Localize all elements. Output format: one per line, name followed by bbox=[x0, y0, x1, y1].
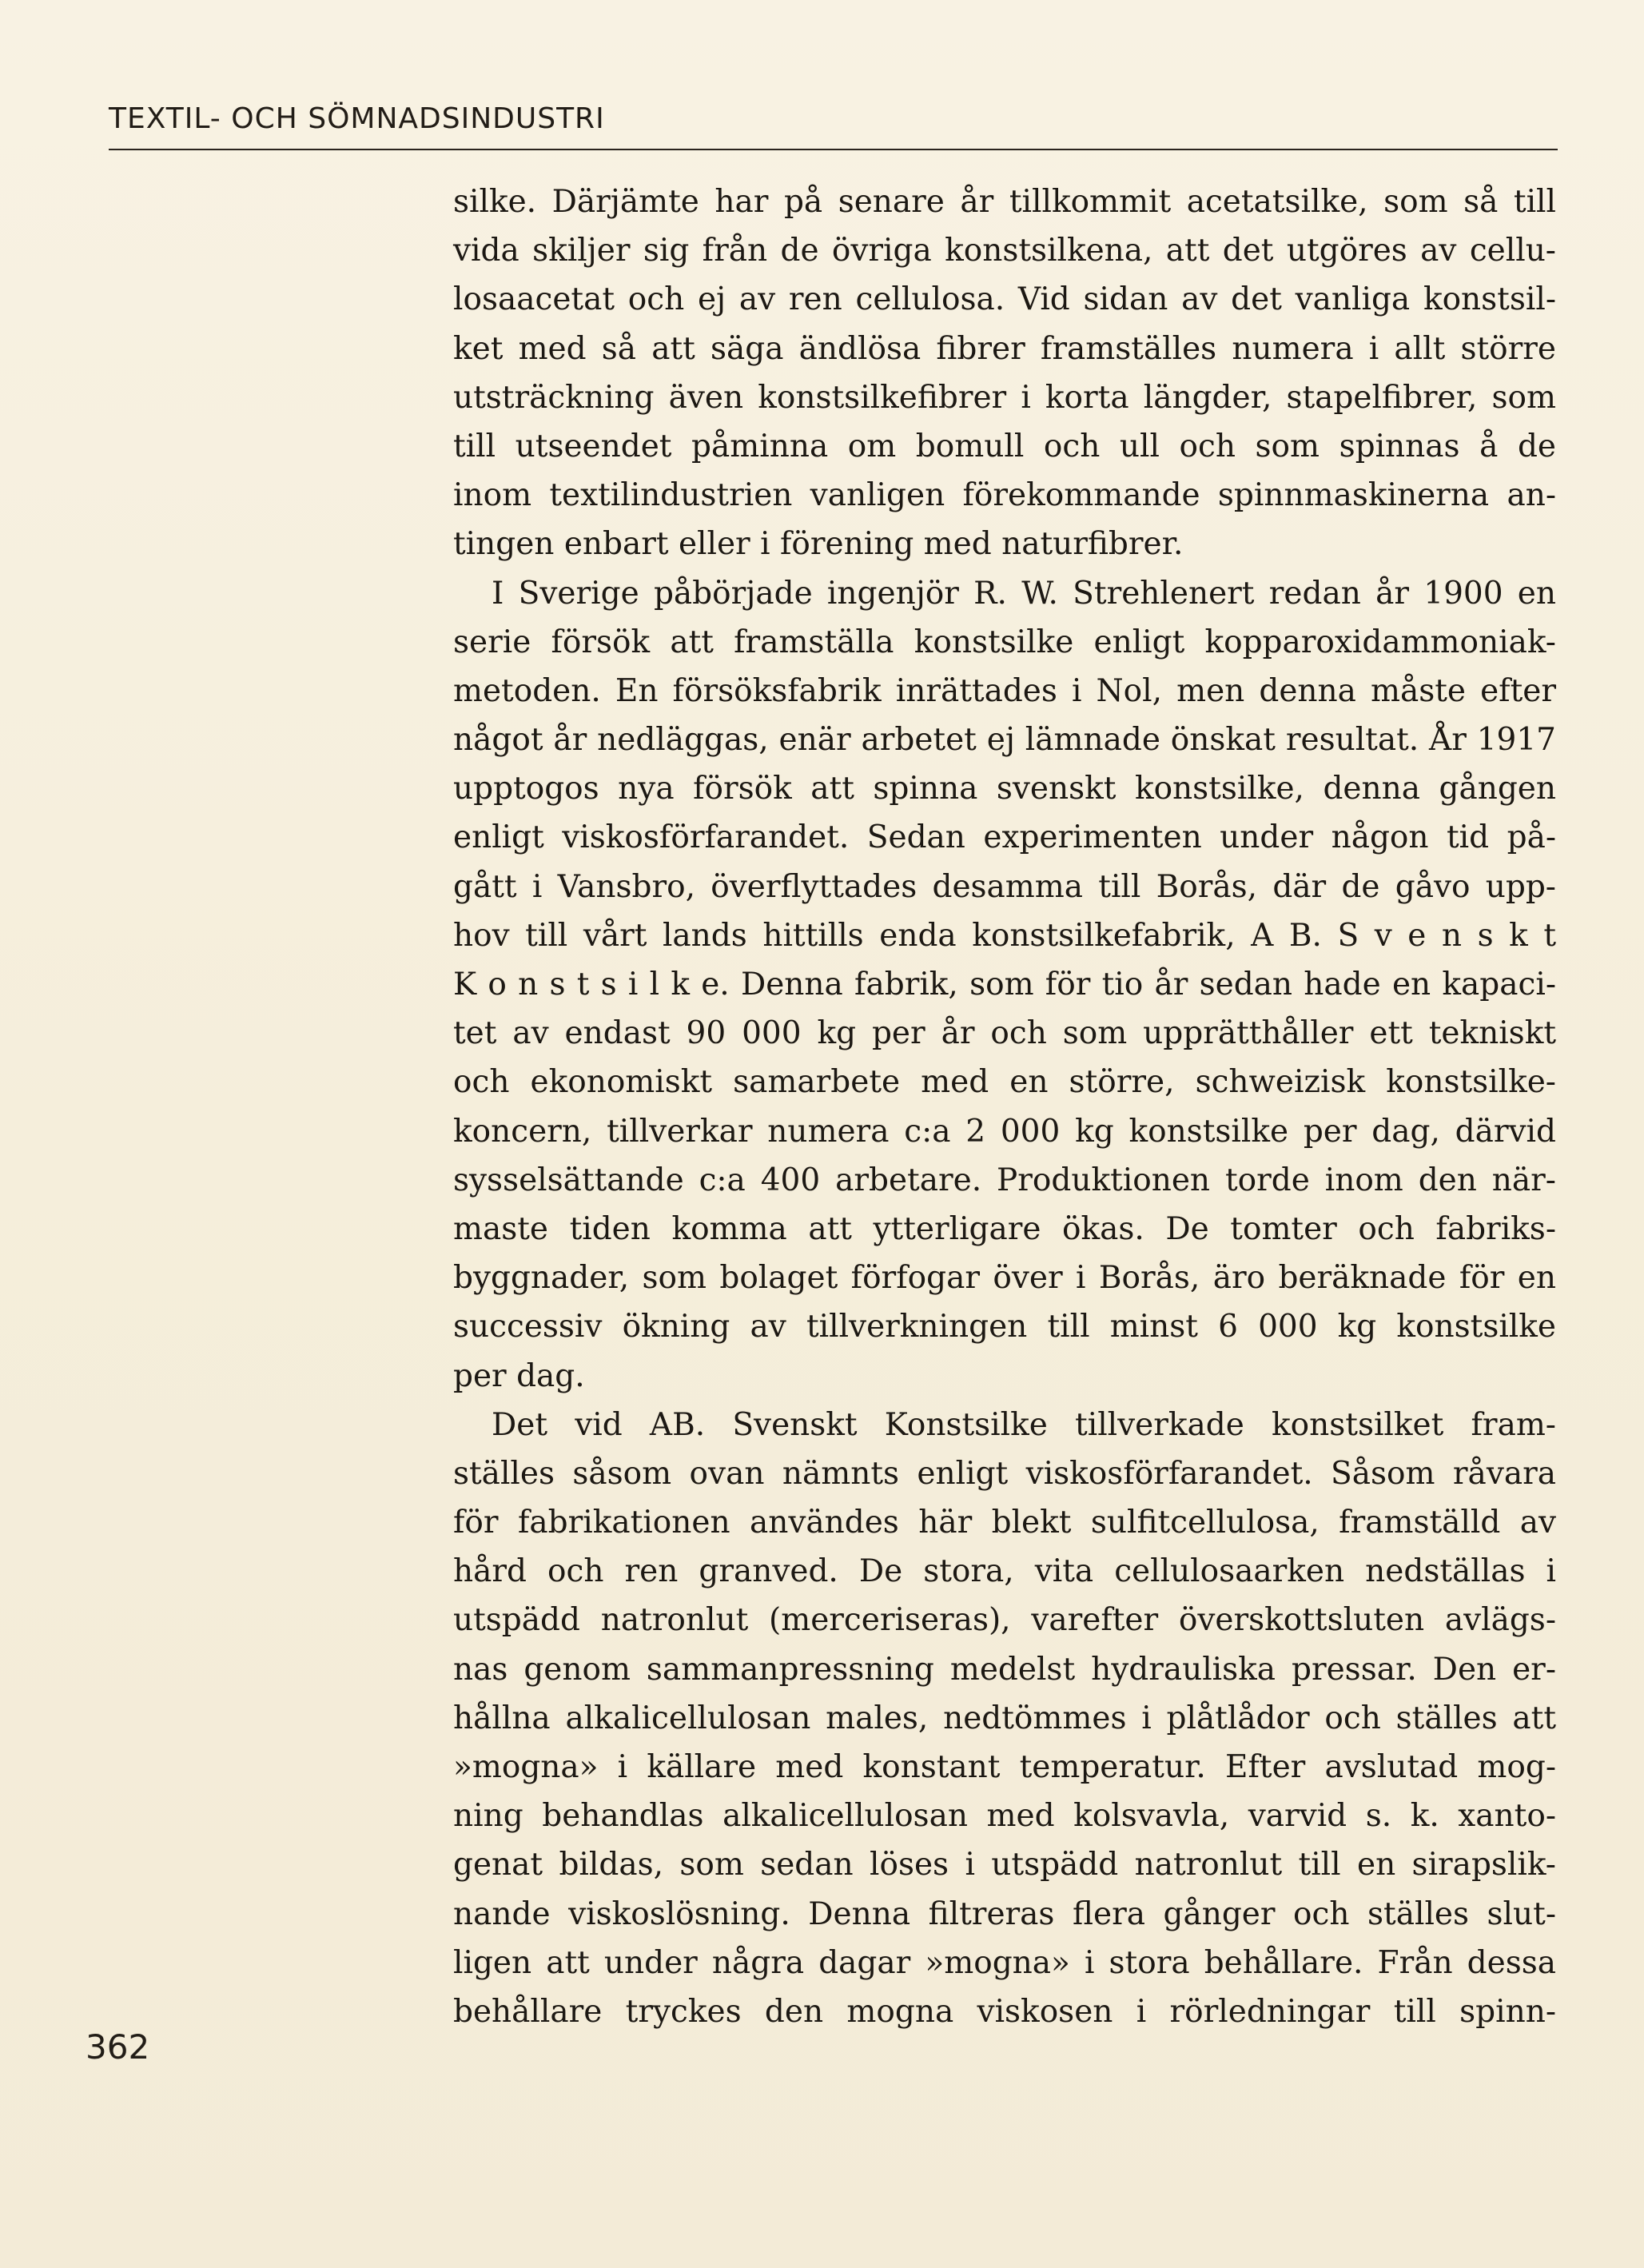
text-line: utsträckning även konstsilkefibrer i korta längder, stapelfibrer, som bbox=[453, 379, 1556, 416]
text-line: hård och ren granved. De stora, vita cellulosaarken nedställas i bbox=[453, 1553, 1556, 1590]
text-line: gått i Vansbro, överflyttades desamma till Borås, där de gåvo upp- bbox=[453, 868, 1556, 905]
header-rule bbox=[109, 149, 1558, 150]
text-line: vida skiljer sig från de övriga konstsilkena, att det utgöres av cellu- bbox=[453, 233, 1556, 269]
text-line: maste tiden komma att ytterligare ökas. De tomter och fabriks- bbox=[453, 1210, 1556, 1247]
text-line: K o n s t s i l k e. Denna fabrik, som för tio år sedan hade en kapaci- bbox=[453, 967, 1556, 1002]
text-line: sysselsättande c:a 400 arbetare. Produktionen torde inom den när- bbox=[453, 1162, 1556, 1198]
text-line: utspädd natronlut (merceriseras), varefter överskottsluten avlägs- bbox=[453, 1602, 1556, 1639]
text-line: till utseendet påminna om bomull och ull och som spinnas å de bbox=[453, 428, 1556, 464]
text-line: silke. Därjämte har på senare år tillkommit acetatsilke, som så till bbox=[453, 184, 1556, 220]
text-line: Det vid AB. Svenskt Konstsilke tillverkade konstsilket fram- bbox=[492, 1406, 1556, 1443]
text-line: något år nedläggas, enär arbetet ej lämnade önskat resultat. År 1917 bbox=[453, 722, 1556, 759]
text-line: hov till vårt lands hittills enda konstsilkefabrik, A B. S v e n s k t bbox=[453, 917, 1556, 954]
text-line: metoden. En försöksfabrik inrättades i Nol, men denna måste efter bbox=[453, 672, 1556, 709]
text-line: nande viskoslösning. Denna filtreras flera gånger och ställes slut- bbox=[453, 1895, 1556, 1932]
text-line: för fabrikationen användes här blekt sulfitcellulosa, framställd av bbox=[453, 1505, 1556, 1541]
text-line: ning behandlas alkalicellulosan med kolsvavla, varvid s. k. xanto- bbox=[453, 1798, 1556, 1835]
text-line: nas genom sammanpressning medelst hydrauliska pressar. Den er- bbox=[453, 1651, 1556, 1688]
text-line: I Sverige påbörjade ingenjör R. W. Strehlenert redan år 1900 en bbox=[492, 575, 1556, 612]
text-line: ställes såsom ovan nämnts enligt viskosförfarandet. Såsom råvara bbox=[453, 1455, 1556, 1492]
text-line: byggnader, som bolaget förfogar över i Borås, äro beräknade för en bbox=[453, 1260, 1556, 1297]
text-line: inom textilindustrien vanligen förekommande spinnmaskinerna an- bbox=[453, 477, 1556, 514]
page-number: 362 bbox=[86, 2027, 150, 2067]
text-line: ligen att under några dagar »mogna» i stora behållare. Från dessa bbox=[453, 1944, 1556, 1981]
running-head: TEXTIL- OCH SÖMNADSINDUSTRI bbox=[109, 102, 605, 135]
text-line: tet av endast 90 000 kg per år och som upprätthåller ett tekniskt bbox=[453, 1015, 1556, 1052]
text-line: koncern, tillverkar numera c:a 2 000 kg konstsilke per dag, därvid bbox=[453, 1113, 1556, 1150]
text-line: tingen enbart eller i förening med naturfibrer. bbox=[453, 526, 1184, 563]
body-text bbox=[453, 177, 1556, 2036]
text-line: hållna alkalicellulosan males, nedtömmes i plåtlådor och ställes att bbox=[453, 1700, 1556, 1736]
text-line: »mogna» i källare med konstant temperatur. Efter avslutad mog- bbox=[453, 1749, 1556, 1785]
text-line: behållare tryckes den mogna viskosen i rörledningar till spinn- bbox=[453, 1993, 1556, 2030]
text-line: losaacetat och ej av ren cellulosa. Vid sidan av det vanliga konstsil- bbox=[453, 281, 1556, 318]
text-line: genat bildas, som sedan löses i utspädd natronlut till en sirapslik- bbox=[453, 1847, 1556, 1883]
text-line: serie försök att framställa konstsilke enligt kopparoxidammoniak- bbox=[453, 624, 1556, 660]
text-line: upptogos nya försök att spinna svenskt konstsilke, denna gången bbox=[453, 771, 1556, 807]
text-line: ket med så att säga ändlösa fibrer framställes numera i allt större bbox=[453, 330, 1556, 367]
text-line: enligt viskosförfarandet. Sedan experimenten under någon tid på- bbox=[453, 819, 1556, 856]
text-line: per dag. bbox=[453, 1357, 585, 1394]
text-line: och ekonomiskt samarbete med en större, schweizisk konstsilke- bbox=[453, 1064, 1556, 1101]
text-line: successiv ökning av tillverkningen till minst 6 000 kg konstsilke bbox=[453, 1309, 1556, 1345]
